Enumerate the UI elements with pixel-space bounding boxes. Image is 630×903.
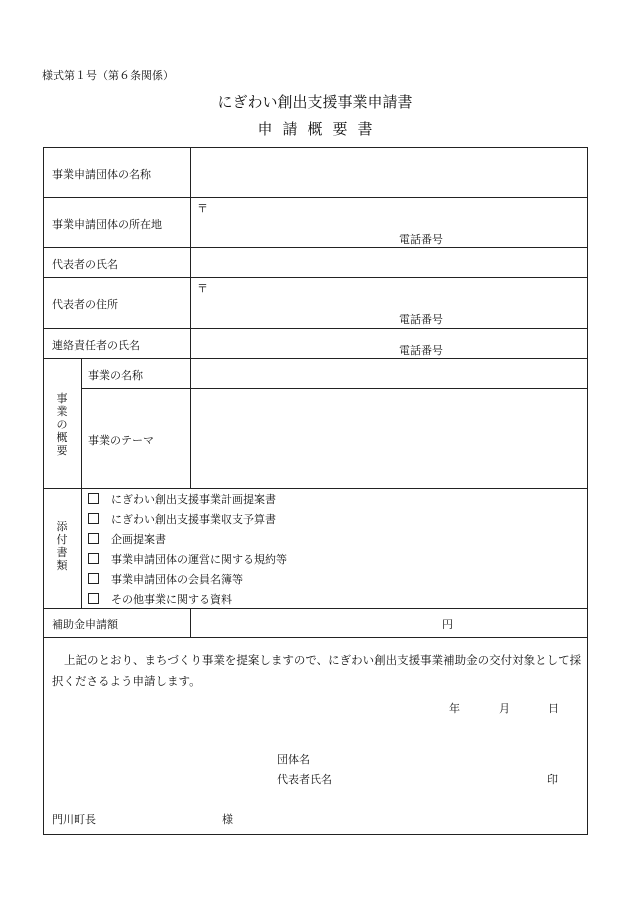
row-divider <box>44 608 588 609</box>
overview-section-label: 事業の概要 <box>56 392 68 457</box>
column-divider <box>81 358 82 608</box>
representative-name-label: 代表者氏名 <box>277 773 332 786</box>
addressee: 門川町長 <box>52 813 96 826</box>
attachment-item[interactable]: 事業申請団体の運営に関する規約等 <box>88 551 287 567</box>
checkbox-icon[interactable] <box>88 593 99 604</box>
attachments-section-label: 添付書類 <box>56 520 68 572</box>
contact-phone-label: 電話番号 <box>399 344 443 357</box>
date-month: 月 <box>499 702 510 715</box>
document-title: にぎわい創出支援事業申請書 <box>217 93 413 111</box>
date-day: 日 <box>548 702 559 715</box>
rep-postal-mark: 〒 <box>197 282 208 295</box>
org-name-label: 事業申請団体の名称 <box>52 168 151 181</box>
honorific: 様 <box>222 813 233 826</box>
org-address-label: 事業申請団体の所在地 <box>52 218 162 231</box>
attachment-item[interactable]: にぎわい創出支援事業計画提案書 <box>88 491 276 507</box>
checkbox-icon[interactable] <box>88 513 99 524</box>
declaration-text: 上記のとおり、まちづくり事業を提案しますので、にぎわい創出支援事業補助金の交付対象として採択くださるよう申請します。 <box>52 653 582 688</box>
attachment-item[interactable]: にぎわい創出支援事業収支予算書 <box>88 511 276 527</box>
checkbox-icon[interactable] <box>88 493 99 504</box>
org-postal-mark: 〒 <box>197 202 208 215</box>
row-divider <box>81 388 588 389</box>
row-divider <box>44 637 588 638</box>
project-theme-label: 事業のテーマ <box>88 434 154 447</box>
yen-unit: 円 <box>442 618 453 631</box>
attachment-item[interactable]: その他事業に関する資料 <box>88 591 232 607</box>
attachment-item[interactable]: 事業申請団体の会員名簿等 <box>88 571 243 587</box>
row-divider <box>44 488 588 489</box>
row-divider <box>44 328 588 329</box>
row-divider <box>44 247 588 248</box>
application-table <box>43 147 588 835</box>
checkbox-icon[interactable] <box>88 573 99 584</box>
column-divider <box>190 358 191 488</box>
checkbox-icon[interactable] <box>88 553 99 564</box>
form-number: 様式第１号（第６条関係） <box>42 69 174 82</box>
seal-mark: 印 <box>547 773 558 786</box>
checkbox-icon[interactable] <box>88 533 99 544</box>
rep-name-label: 代表者の氏名 <box>52 258 118 271</box>
column-divider <box>190 148 191 358</box>
rep-address-label: 代表者の住所 <box>52 298 118 311</box>
row-divider <box>44 197 588 198</box>
org-phone-label: 電話番号 <box>399 233 443 246</box>
group-name-label: 団体名 <box>277 753 310 766</box>
date-year: 年 <box>449 702 460 715</box>
document-subtitle: 申請概要書 <box>257 120 383 138</box>
row-divider <box>44 277 588 278</box>
rep-phone-label: 電話番号 <box>399 313 443 326</box>
row-divider <box>44 358 588 359</box>
attachment-item[interactable]: 企画提案書 <box>88 531 166 547</box>
column-divider <box>190 608 191 637</box>
project-name-label: 事業の名称 <box>88 369 143 382</box>
contact-name-label: 連絡責任者の氏名 <box>52 339 140 352</box>
subsidy-amount-label: 補助金申請額 <box>52 618 118 631</box>
